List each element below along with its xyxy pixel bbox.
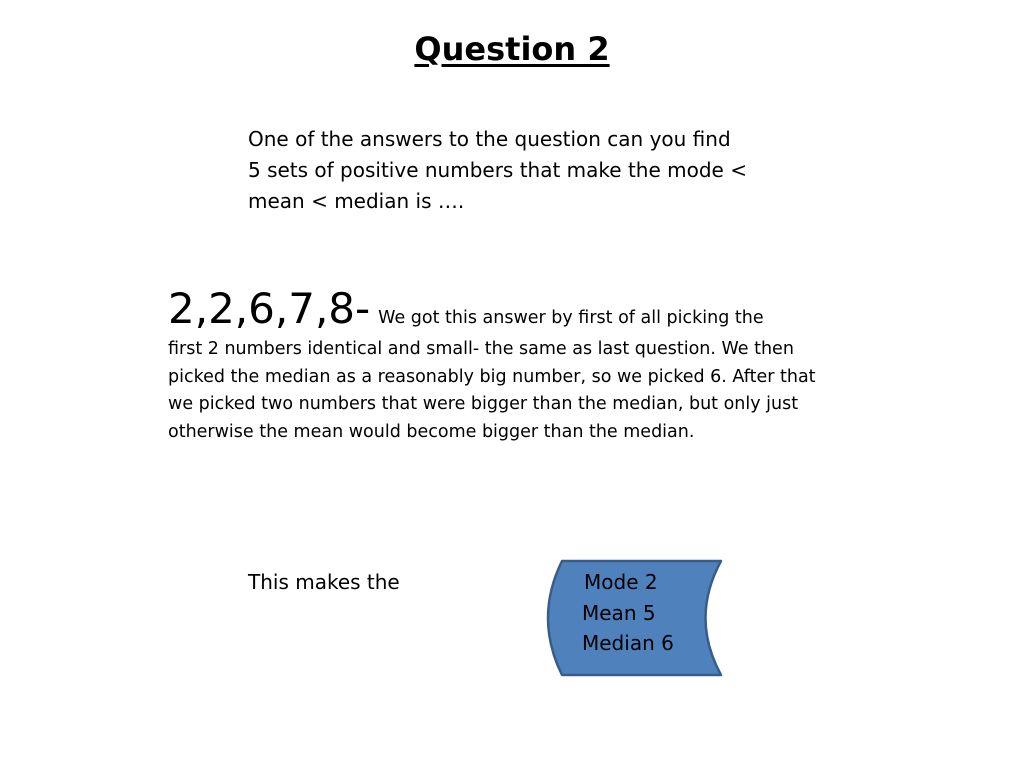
- stat-mean: Mean 5: [582, 600, 656, 625]
- question-line: 5 sets of positive numbers that make the mode <: [248, 158, 747, 182]
- answer-numbers: 2,2,6,7,8-: [168, 284, 371, 333]
- stats-shape: [540, 558, 730, 678]
- question-line: mean < median is ….: [248, 189, 465, 213]
- answer-line: picked the median as a reasonably big number, so we picked 6. After that: [168, 366, 816, 387]
- stats-list: [580, 567, 710, 659]
- answer-line: first 2 numbers identical and small- the same as last question. We then: [168, 339, 794, 359]
- question-text: [248, 124, 788, 217]
- answer-line: otherwise the mean would become bigger than the median.: [168, 421, 695, 442]
- stat-mode: Mode 2: [584, 570, 658, 594]
- stat-median: Median 6: [582, 631, 674, 655]
- slide-title: Question 2: [414, 30, 610, 68]
- answer-lead-text: We got this answer by first of all picking the: [378, 308, 764, 328]
- answer-explanation: [168, 336, 868, 446]
- answer-line: we picked two numbers that were bigger than the median, but only just: [168, 394, 799, 414]
- answer-block: [168, 282, 868, 446]
- makes-label: This makes the: [248, 570, 400, 594]
- question-line: One of the answers to the question can you find: [248, 127, 731, 151]
- answer-head: [168, 282, 868, 336]
